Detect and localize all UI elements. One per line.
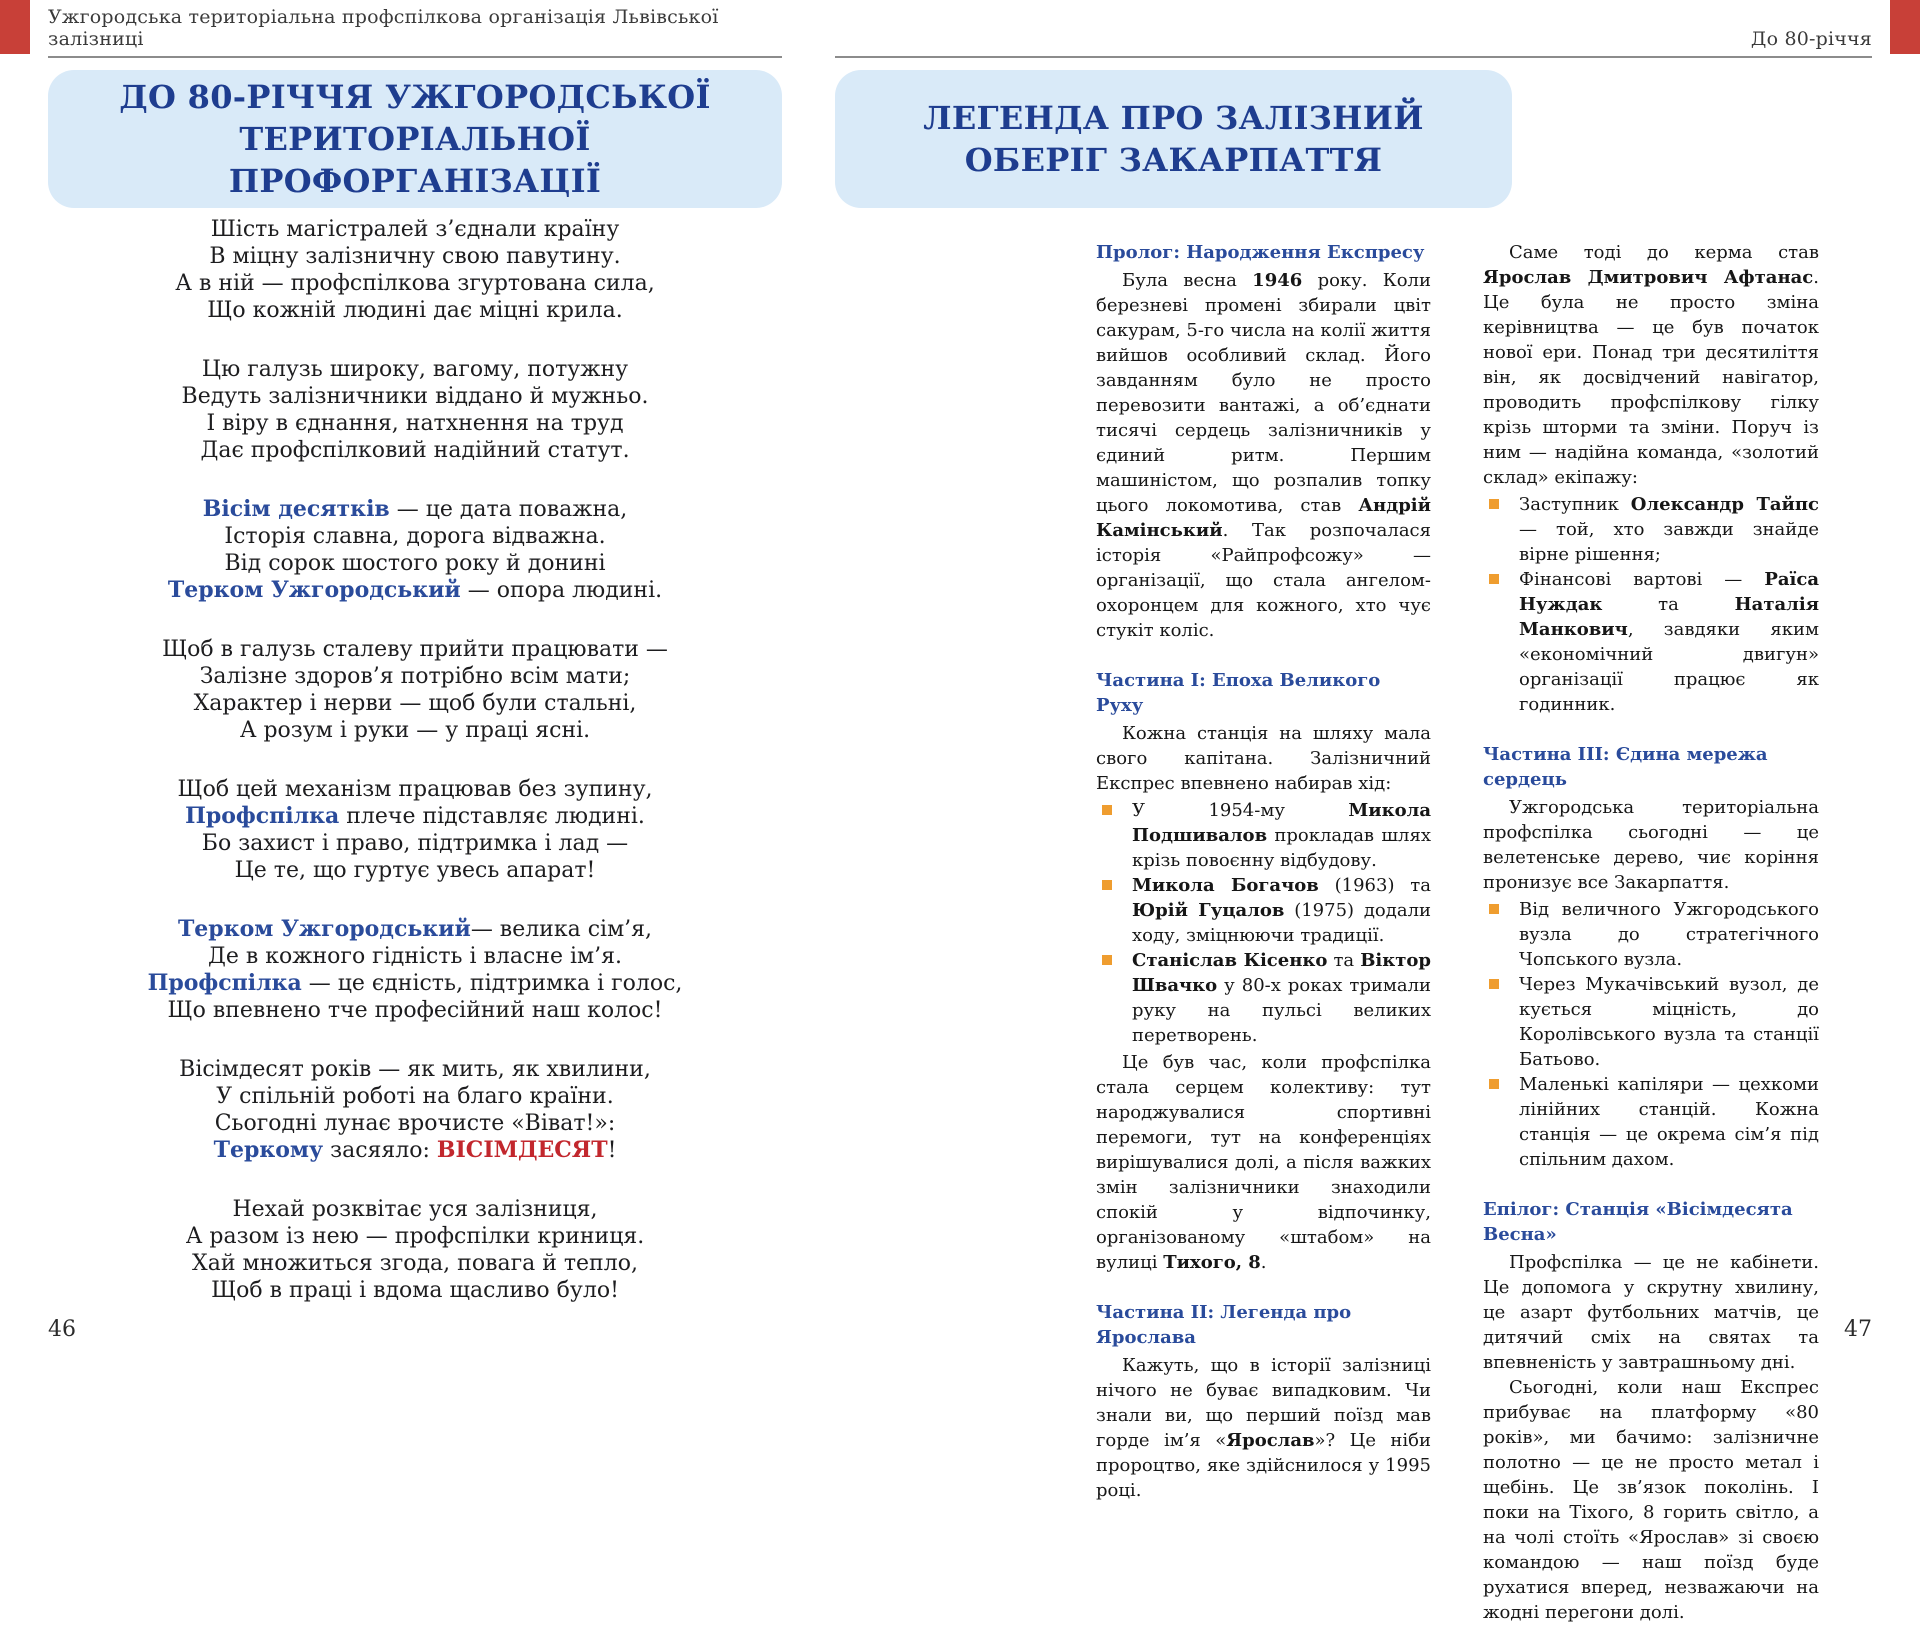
- bullet-list: [1096, 798, 1431, 1048]
- poem-line: [48, 577, 782, 604]
- poem-stanza: [48, 1196, 782, 1304]
- page-number-right: 47: [1844, 1317, 1872, 1342]
- text-segment: А розум і руки — у праці ясні.: [239, 718, 591, 743]
- text-segment: Раїса Нуждак: [1519, 569, 1819, 615]
- text-segment: Від величного Ужгородського вузла до стратегічного Чопського вузла.: [1519, 899, 1819, 970]
- bullet-square-icon: [1489, 574, 1499, 584]
- text-segment: Шість магістралей з’єднали країну: [210, 217, 620, 242]
- poem-line: [48, 970, 782, 997]
- running-head-left: [48, 0, 782, 58]
- bullet-square-icon: [1489, 1079, 1499, 1089]
- text-segment: Тихого, 8: [1163, 1252, 1261, 1273]
- section-heading: Частина III: Єдина мережа сердець: [1483, 744, 1768, 790]
- text-segment: Щоб в галузь сталеву прийти працювати —: [162, 637, 668, 662]
- text-segment: , завдяки яким «економічний двигун» організації працює як годинник.: [1519, 619, 1819, 715]
- paragraph: [1483, 795, 1819, 895]
- text-segment: . Це була не просто зміна керівництва — це був початок нової ери. Понад три десятиліття він, як досвідчений навігатор, проводить профспілкову гілку крізь шторми та зміни. Поруч із ним — надійна команда, «золотий склад» екіпажу:: [1483, 267, 1819, 488]
- poem-line: [48, 1083, 782, 1110]
- text-segment: засяяло:: [323, 1138, 437, 1163]
- text-segment: Сьогодні, коли наш Експрес прибуває на платформу «80 років», ми бачимо: залізничне полотно — це не просто метал і щебінь. Це зв’язок поколінь. І поки на Тіхого, 8 горить світло, а на чолі стоїть «Ярослав» зі своєю командою — наш поїзд буде рухатися вперед, незважаючи на жодні перегони долі.: [1483, 1377, 1819, 1623]
- text-segment: Віктор Швачко: [1132, 950, 1431, 996]
- text-segment: В міцну залізничну свою павутину.: [209, 244, 621, 269]
- bullet-item: [1483, 567, 1819, 717]
- bullet-square-icon: [1102, 880, 1112, 890]
- text-segment: плече підставляє людині.: [339, 804, 645, 829]
- poem-stanza: [48, 1056, 782, 1164]
- text-segment: Через Мукачівський вузол, де кується міцність, до Королівського вузла та станції Батьово.: [1519, 974, 1819, 1070]
- poem-line: [48, 717, 782, 744]
- poem-line: [48, 636, 782, 663]
- text-segment: Ярослав: [1226, 1430, 1315, 1451]
- bullet-square-icon: [1489, 499, 1499, 509]
- text-segment: (1975) додали ходу, зміцнюючи традиції.: [1132, 900, 1432, 946]
- poem-line: [48, 1137, 782, 1164]
- column-2: [1483, 240, 1819, 1625]
- text-segment: року. Коли березневі промені збирали цвіт сакурам, 5-го числа на колії життя вийшов особливий склад. Його завданням було не просто перевозити вантажі, а об’єднати тисячі сердець залізничників у єдиний ритм. Першим машиністом, що розпалив топку цього локомотива, став: [1096, 270, 1431, 516]
- poem-line: [48, 270, 782, 297]
- text-segment: Профспілка — це не кабінети. Це допомога у скрутну хвилину, це азарт футбольних матчів, це дитячий сміх на святах та впевненість у завтрашньому дні.: [1483, 1252, 1819, 1373]
- poem-line: [48, 496, 782, 523]
- running-head-right: [835, 0, 1872, 58]
- poem-line: [48, 1056, 782, 1083]
- text-segment: .: [1260, 1252, 1267, 1273]
- poem-line: [48, 297, 782, 324]
- poem-line: [48, 1196, 782, 1223]
- text-segment: та: [1602, 594, 1735, 615]
- text-segment: Бо захист і право, підтримка і лад —: [201, 831, 629, 856]
- poem-line: [48, 1110, 782, 1137]
- title-line-2: ТЕРИТОРІАЛЬНОЇ ПРОФОРГАНІЗАЦІЇ: [228, 119, 602, 201]
- bullet-square-icon: [1489, 979, 1499, 989]
- text-segment: Наталія Манкович: [1519, 594, 1819, 640]
- text-segment: — опора людині.: [460, 578, 663, 603]
- poem-stanza: [48, 776, 782, 884]
- bullet-item: [1096, 948, 1431, 1048]
- section-heading: Частина I: Епоха Великого Руху: [1096, 670, 1381, 716]
- paragraph: [1483, 240, 1819, 490]
- left-page-title-box: [48, 70, 782, 208]
- running-head-left-text: Ужгородська територіальна профспілкова організація Львівської залізниці: [48, 6, 719, 50]
- text-segment: Нехай розквітає уся залізниця,: [232, 1197, 598, 1222]
- text-segment: — це єдність, підтримка і голос,: [301, 971, 683, 996]
- text-segment: — велика сім’я,: [470, 917, 653, 942]
- text-segment: Станіслав Кісенко: [1132, 950, 1328, 971]
- text-segment: У 1954-му: [1132, 800, 1349, 821]
- text-segment: Юрій Гуцалов: [1132, 900, 1285, 921]
- bullet-item: [1483, 492, 1819, 567]
- poem-line: [48, 356, 782, 383]
- text-segment: Андрій Камінський: [1096, 495, 1431, 541]
- text-segment: Профспілка: [147, 970, 302, 996]
- text-segment: Щоб цей механізм працював без зупину,: [177, 777, 653, 802]
- bullet-list: [1483, 492, 1819, 717]
- poem-line: [48, 243, 782, 270]
- poem-line: [48, 943, 782, 970]
- text-segment: Ведуть залізничники віддано й мужньо.: [181, 384, 649, 409]
- text-segment: У спільній роботі на благо країни.: [216, 1084, 614, 1109]
- poem-stanza: [48, 916, 782, 1024]
- text-segment: Що впевнено тче професійний наш колос!: [167, 998, 663, 1023]
- poem-line: [48, 216, 782, 243]
- title-line-1: ЛЕГЕНДА ПРО ЗАЛІЗНИЙ: [923, 98, 1424, 137]
- text-segment: Це був час, коли профспілка стала серцем колективу: тут народжувалися спортивні перемоги, тут на конференціях вирішувалися долі, а після важких змін залізничники знаходили спокій у відпочинку, організованому «штабом» на вулиці: [1096, 1052, 1431, 1273]
- text-segment: Це те, що гуртує увесь апарат!: [234, 858, 596, 883]
- text-segment: Сьогодні лунає врочисте «Віват!»:: [214, 1111, 616, 1136]
- text-segment: Залізне здоров’я потрібно всім мати;: [199, 664, 631, 689]
- page-number-left: 46: [48, 1317, 76, 1342]
- bullet-square-icon: [1102, 955, 1112, 965]
- text-segment: Що кожній людині дає міцні крила.: [207, 298, 623, 323]
- poem-line: [48, 1223, 782, 1250]
- poem-stanza: [48, 636, 782, 744]
- text-segment: — це дата поважна,: [389, 497, 628, 522]
- bullet-item: [1096, 798, 1431, 873]
- poem-line: [48, 776, 782, 803]
- text-segment: Терком Ужгородський: [177, 916, 471, 942]
- text-segment: Цю галузь широку, вагому, потужну: [201, 357, 629, 382]
- poem-stanza: [48, 216, 782, 324]
- poem-line: [48, 437, 782, 464]
- text-segment: А разом із нею — профспілки криниця.: [185, 1224, 645, 1249]
- text-segment: прокладав шлях крізь повоєнну відбудову.: [1132, 825, 1431, 871]
- text-segment: Щоб в праці і вдома щасливо було!: [211, 1278, 619, 1303]
- text-segment: Хай множиться згода, повага й тепло,: [192, 1251, 638, 1276]
- text-segment: Микола Подшивалов: [1132, 800, 1431, 846]
- text-segment: Дає профспілковий надійний статут.: [200, 438, 630, 463]
- poem-stanza: [48, 356, 782, 464]
- text-segment: ВІСІМДЕСЯТ: [436, 1137, 608, 1163]
- paragraph: [1096, 721, 1431, 796]
- text-segment: Олександр Тайпс: [1630, 494, 1819, 515]
- text-segment: Характер і нерви — щоб були стальні,: [193, 691, 637, 716]
- text-segment: Маленькі капіляри — цехкоми лінійних станцій. Кожна станція — це окрема сім’я під спільним дахом.: [1519, 1074, 1819, 1170]
- red-corner-tab-left: [0, 0, 30, 54]
- poem: [48, 216, 782, 1336]
- column-1: [1096, 240, 1431, 1503]
- poem-stanza: [48, 496, 782, 604]
- text-segment: Саме тоді до керма став: [1509, 242, 1819, 263]
- text-segment: Ужгородська територіальна профспілка сьогодні — це велетенське дерево, чиє коріння пронизує все Закарпаття.: [1483, 797, 1819, 893]
- paragraph: [1096, 268, 1431, 643]
- text-segment: та: [1327, 950, 1361, 971]
- paragraph: [1096, 1353, 1431, 1503]
- bullet-item: [1483, 972, 1819, 1072]
- poem-line: [48, 550, 782, 577]
- text-segment: Теркому: [213, 1137, 324, 1163]
- title-line-1: ДО 80-РІЧЧЯ УЖГОРОДСЬКОЇ: [119, 77, 711, 116]
- poem-line: [48, 383, 782, 410]
- poem-line: [48, 1277, 782, 1304]
- section-heading: Пролог: Народження Експресу: [1096, 242, 1425, 263]
- bullet-list: [1483, 897, 1819, 1172]
- poem-line: [48, 916, 782, 943]
- text-segment: Микола Богачов: [1132, 875, 1319, 896]
- running-head-right-text: До 80-річчя: [1750, 28, 1872, 50]
- text-segment: — той, хто завжди знайде вірне рішення;: [1519, 519, 1819, 565]
- text-segment: 1946: [1252, 270, 1303, 291]
- text-segment: Заступник: [1519, 494, 1631, 515]
- right-page-title-box: [835, 70, 1512, 208]
- text-segment: Фінансові вартові —: [1519, 569, 1765, 590]
- red-corner-tab-right: [1890, 0, 1920, 54]
- poem-line: [48, 1250, 782, 1277]
- text-segment: Де в кожного гідність і власне ім’я.: [208, 944, 622, 969]
- title-line-2: ОБЕРІГ ЗАКАРПАТТЯ: [964, 141, 1383, 179]
- bullet-square-icon: [1102, 805, 1112, 815]
- text-segment: Історія славна, дорога відважна.: [224, 524, 606, 549]
- poem-line: [48, 663, 782, 690]
- text-segment: Вісім десятків: [202, 496, 390, 522]
- text-segment: (1963) та: [1318, 875, 1431, 896]
- poem-line: [48, 803, 782, 830]
- bullet-item: [1483, 897, 1819, 972]
- section-heading: Частина II: Легенда про Ярослава: [1096, 1302, 1352, 1348]
- bullet-item: [1096, 873, 1431, 948]
- poem-line: [48, 997, 782, 1024]
- poem-line: [48, 857, 782, 884]
- text-segment: . Так розпочалася історія «Райпрофсожу» — організації, що стала ангелом-охоронцем для кожного, хто чує стукіт коліс.: [1096, 520, 1431, 641]
- poem-line: [48, 410, 782, 437]
- text-segment: Кажуть, що в історії залізниці нічого не буває випадковим. Чи знали ви, що перший поїзд мав горде ім’я «: [1096, 1355, 1431, 1451]
- paragraph: [1096, 1050, 1431, 1275]
- poem-line: [48, 523, 782, 550]
- text-segment: !: [607, 1138, 617, 1163]
- text-segment: Була весна: [1122, 270, 1253, 291]
- text-segment: Терком Ужгородський: [167, 577, 461, 603]
- text-segment: А в ній — профспілкова згуртована сила,: [175, 271, 655, 296]
- text-segment: Ярослав Дмитрович Афтанас: [1483, 267, 1814, 288]
- bullet-item: [1483, 1072, 1819, 1172]
- paragraph: [1483, 1250, 1819, 1375]
- left-page-title: [48, 76, 782, 203]
- text-segment: у 80-х роках тримали руку на пульсі великих перетворень.: [1132, 975, 1431, 1046]
- text-segment: Кожна станція на шляху мала свого капітана. Залізничний Експрес впевнено набирав хід:: [1096, 723, 1431, 794]
- right-page-title: [923, 97, 1424, 181]
- text-segment: Від сорок шостого року й донині: [224, 551, 606, 576]
- section-heading: Епілог: Станція «Вісімдесята Весна»: [1483, 1199, 1793, 1245]
- bullet-square-icon: [1489, 904, 1499, 914]
- text-segment: Вісімдесят років — як мить, як хвилини,: [179, 1057, 651, 1082]
- text-segment: »? Це ніби пророцтво, яке здійснилося у 1995 році.: [1096, 1430, 1431, 1501]
- paragraph: [1483, 1375, 1819, 1625]
- text-segment: Профспілка: [185, 803, 340, 829]
- poem-line: [48, 690, 782, 717]
- text-segment: І віру в єднання, натхнення на труд: [206, 411, 624, 436]
- poem-line: [48, 830, 782, 857]
